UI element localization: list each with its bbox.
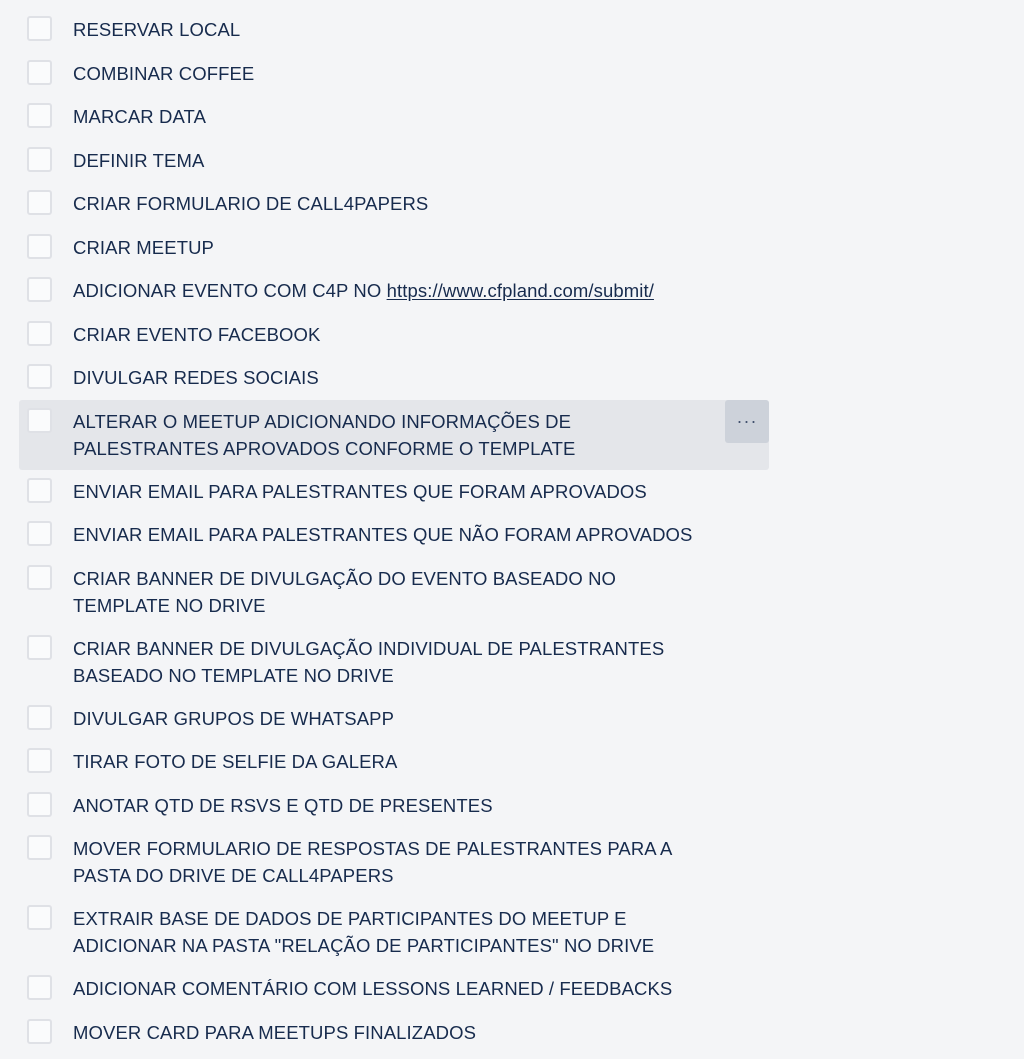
checklist-item-text[interactable] [73,60,709,87]
checklist-item-text[interactable] [73,635,709,689]
checklist-item-text[interactable] [73,321,709,348]
checklist-item[interactable] [19,95,769,139]
checklist-item-text[interactable] [73,1019,709,1046]
checklist-item-text[interactable] [73,705,709,732]
checkbox-icon[interactable] [27,748,52,773]
checklist-item-label: TIRAR FOTO DE SELFIE DA GALERA [73,751,398,772]
checklist-item-label: CRIAR EVENTO FACEBOOK [73,323,321,345]
checklist-item[interactable] [19,52,769,96]
checkbox-icon[interactable] [27,521,52,546]
checklist-item-text[interactable] [73,147,709,174]
checklist-item-label: CRIAR FORMULARIO DE CALL4PAPERS [73,193,429,214]
checklist-item-label: EXTRAIR BASE DE DADOS DE PARTICIPANTES DO MEETUP E ADICIONAR NA PASTA "RELAÇÃO DE PARTICIPANTES" NO DRIVE [73,908,655,956]
checklist-item-label: DIVULGAR GRUPOS DE WHATSAPP [73,707,395,729]
checkbox-icon[interactable] [27,565,52,590]
checklist-item-label: ADICIONAR EVENTO COM C4P NO [73,280,387,301]
checkbox-icon[interactable] [27,321,52,346]
ellipsis-icon: ··· [736,411,758,431]
checkbox-icon[interactable] [27,635,52,660]
checklist-item-label: DEFINIR TEMA [73,149,205,171]
checklist-item[interactable] [19,784,769,828]
checklist-item-text[interactable] [73,103,709,130]
checklist-item-label: CRIAR MEETUP [73,236,214,258]
checklist-item-label: CRIAR BANNER DE DIVULGAÇÃO INDIVIDUAL DE PALESTRANTES BASEADO NO TEMPLATE NO DRIVE [73,637,665,686]
checklist [19,8,769,1054]
checklist-item-label: ADICIONAR COMENTÁRIO COM LESSONS LEARNED / FEEDBACKS [73,978,673,999]
checklist-item-text[interactable] [73,364,709,391]
checklist-item[interactable] [19,226,769,270]
checklist-item-text[interactable] [73,408,709,462]
checklist-item-label: MOVER FORMULARIO DE RESPOSTAS DE PALESTRANTES PARA A PASTA DO DRIVE DE CALL4PAPERS [73,838,672,886]
checklist-item-label: ENVIAR EMAIL PARA PALESTRANTES QUE FORAM APROVADOS [73,480,647,502]
checkbox-icon[interactable] [27,16,52,41]
checklist-item-text[interactable] [73,521,709,548]
checkbox-icon[interactable] [27,905,52,930]
checklist-item-label: COMBINAR COFFEE [73,62,255,84]
checklist-item[interactable] [19,557,769,627]
checklist-item[interactable] [19,470,769,514]
checkbox-icon[interactable] [27,975,52,1000]
checklist-item[interactable] [19,182,769,226]
checkbox-icon[interactable] [27,792,52,817]
checklist-item-text[interactable] [73,478,709,505]
checklist-item[interactable] [19,400,769,470]
checklist-item-text[interactable] [73,16,709,43]
checklist-item[interactable] [19,697,769,741]
checklist-item-text[interactable] [73,792,709,819]
checklist-item[interactable] [19,139,769,183]
checklist-item[interactable] [19,1011,769,1055]
checklist-item-text[interactable] [73,234,709,261]
checkbox-icon[interactable] [27,705,52,730]
checklist-item-text[interactable] [73,835,709,889]
checklist-item[interactable] [19,967,769,1011]
checklist-item-text[interactable] [73,748,709,775]
checklist-item[interactable] [19,827,769,897]
checklist-item[interactable] [19,356,769,400]
checklist-item-text[interactable] [73,975,709,1002]
checklist-item-text[interactable] [73,277,709,304]
checklist-item[interactable] [19,897,769,967]
checklist-item-label: ALTERAR O MEETUP ADICIONANDO INFORMAÇÕES DE PALESTRANTES APROVADOS CONFORME O TEMPLATE [73,410,576,459]
checklist-item-label: RESERVAR LOCAL [73,19,241,40]
checkbox-icon[interactable] [27,478,52,503]
checkbox-icon[interactable] [27,234,52,259]
checkbox-icon[interactable] [27,147,52,172]
checkbox-icon[interactable] [27,408,52,433]
checklist-item[interactable] [19,8,769,52]
checklist-item-text[interactable] [73,565,709,619]
checklist-item-label: DIVULGAR REDES SOCIAIS [73,367,319,388]
checkbox-icon[interactable] [27,277,52,302]
checklist-item[interactable] [19,740,769,784]
more-options-button[interactable] [725,400,769,443]
checkbox-icon[interactable] [27,1019,52,1044]
checkbox-icon[interactable] [27,835,52,860]
checklist-item-link[interactable]: https://www.cfpland.com/submit/ [386,280,654,301]
checklist-item-label: MOVER CARD PARA MEETUPS FINALIZADOS [73,1021,477,1043]
checklist-item[interactable] [19,269,769,313]
checklist-item[interactable] [19,513,769,557]
checkbox-icon[interactable] [27,60,52,85]
checklist-item[interactable] [19,313,769,357]
checklist-item-text[interactable] [73,190,709,217]
checklist-item-label: CRIAR BANNER DE DIVULGAÇÃO DO EVENTO BASEADO NO TEMPLATE NO DRIVE [73,567,617,616]
checklist-item-label: ENVIAR EMAIL PARA PALESTRANTES QUE NÃO FORAM APROVADOS [73,524,693,545]
checkbox-icon[interactable] [27,190,52,215]
checklist-item[interactable] [19,627,769,697]
checkbox-icon[interactable] [27,103,52,128]
checklist-item-label: MARCAR DATA [73,106,207,127]
checkbox-icon[interactable] [27,364,52,389]
checklist-item-label: ANOTAR QTD DE RSVS E QTD DE PRESENTES [73,794,493,816]
checklist-item-text[interactable] [73,905,709,959]
